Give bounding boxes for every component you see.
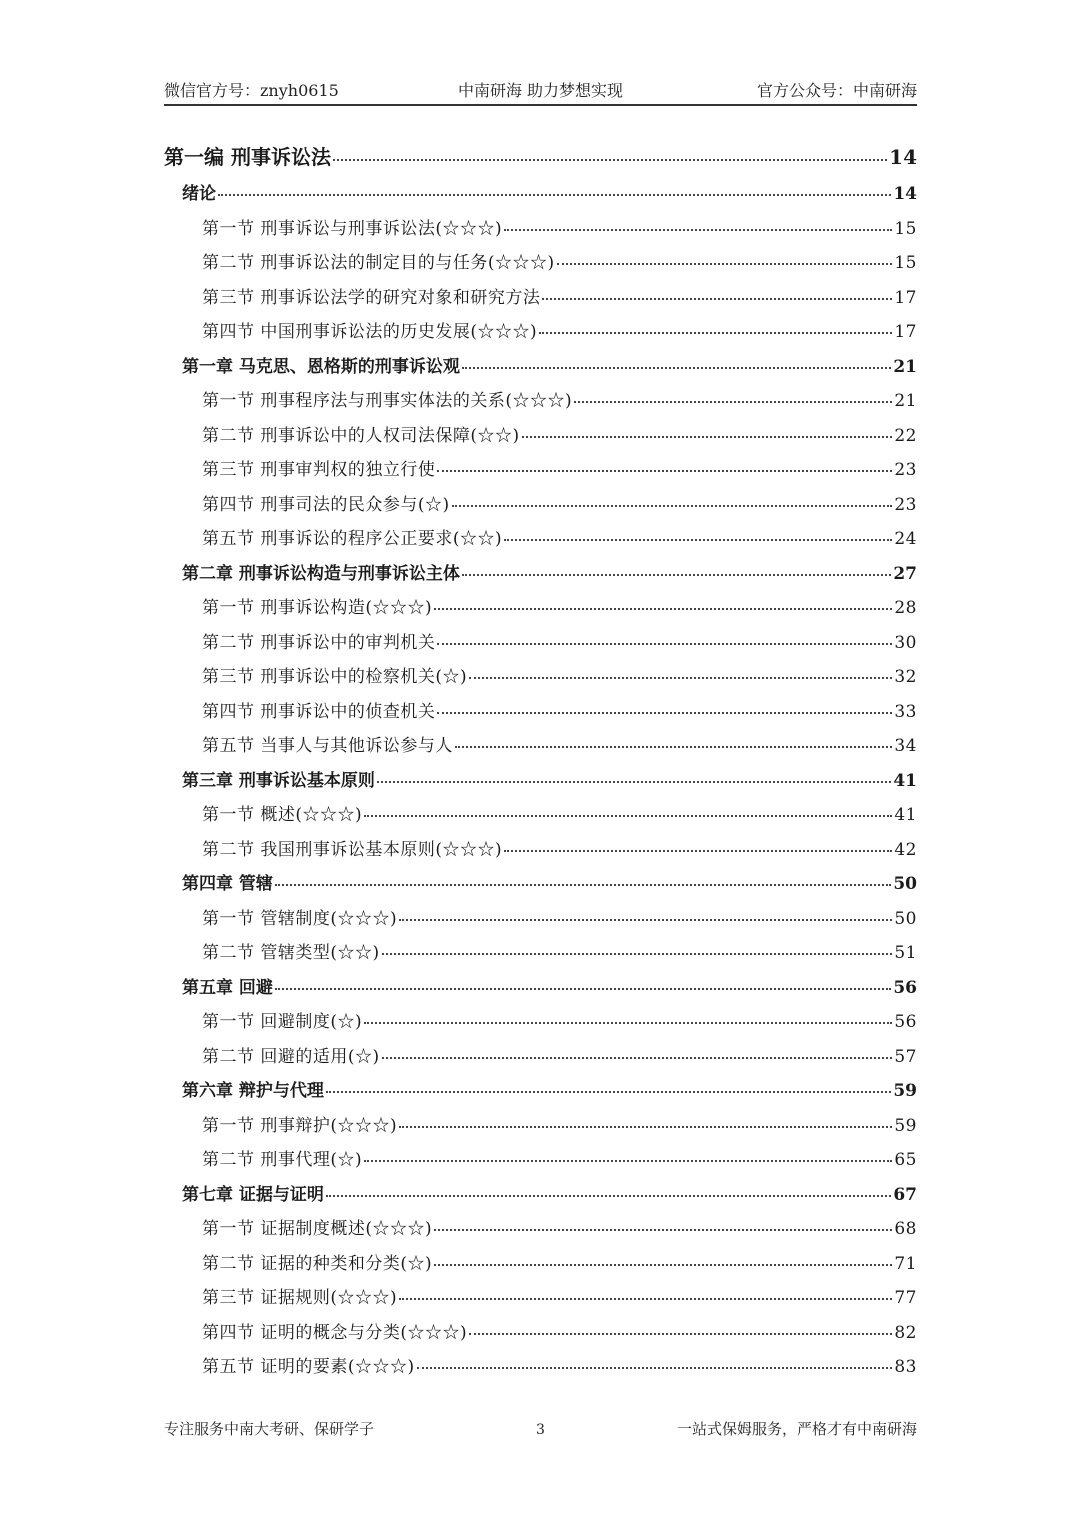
- toc-entry-label: 第四节 刑事诉讼中的侦查机关: [202, 701, 436, 722]
- toc-entry-label: 第三章 刑事诉讼基本原则: [182, 770, 375, 791]
- toc-dot-leader: [434, 608, 892, 610]
- toc-section-entry[interactable]: [164, 660, 917, 695]
- toc-dot-leader: [399, 1126, 892, 1128]
- toc-section-entry[interactable]: [164, 281, 917, 316]
- toc-section-entry[interactable]: [164, 798, 917, 833]
- toc-entry-label: 第三节 刑事诉讼法学的研究对象和研究方法: [202, 287, 541, 308]
- toc-section-entry[interactable]: [164, 833, 917, 868]
- toc-section-entry[interactable]: [164, 315, 917, 350]
- toc-entry-label: 第一节 回避制度(☆): [202, 1012, 363, 1032]
- toc-section-entry[interactable]: [164, 1247, 917, 1282]
- toc-entry-page: 83: [894, 1357, 917, 1377]
- toc-section-entry[interactable]: [164, 591, 917, 626]
- toc-entry-page: 41: [893, 770, 917, 791]
- toc-entry-label: 第二节 刑事诉讼法的制定目的与任务(☆☆☆): [202, 253, 555, 273]
- toc-dot-leader: [326, 1091, 891, 1093]
- toc-entry-label: 第二章 刑事诉讼构造与刑事诉讼主体: [182, 563, 460, 584]
- toc-entry-label: 第七章 证据与证明: [182, 1184, 324, 1205]
- toc-section-entry[interactable]: [164, 729, 917, 764]
- toc-chapter-entry[interactable]: [164, 350, 917, 385]
- header-slogan: 中南研海 助力梦想实现: [457, 81, 624, 100]
- toc-entry-label: 第一节 刑事诉讼与刑事诉讼法(☆☆☆): [202, 218, 503, 239]
- table-of-contents: [164, 137, 917, 1385]
- toc-entry-label: 第五节 证明的要素(☆☆☆): [202, 1357, 415, 1377]
- toc-dot-leader: [462, 574, 891, 576]
- toc-dot-leader: [275, 884, 891, 886]
- toc-section-entry[interactable]: [164, 902, 917, 937]
- toc-entry-page: 68: [894, 1219, 917, 1239]
- toc-dot-leader: [437, 712, 892, 714]
- toc-entry-page: 30: [894, 632, 917, 653]
- toc-entry-label: 第四章 管辖: [182, 874, 273, 894]
- toc-section-entry[interactable]: [164, 246, 917, 281]
- toc-chapter-entry[interactable]: [164, 867, 917, 902]
- toc-entry-label: 第一节 刑事程序法与刑事实体法的关系(☆☆☆): [202, 391, 573, 411]
- toc-entry-page: 28: [894, 598, 917, 618]
- toc-entry-label: 绪论: [182, 184, 216, 204]
- toc-entry-label: 第五节 当事人与其他诉讼参与人: [202, 736, 453, 756]
- toc-dot-leader: [364, 1022, 892, 1024]
- toc-dot-leader: [452, 505, 893, 507]
- toc-section-entry[interactable]: [164, 384, 917, 419]
- toc-dot-leader: [434, 1264, 892, 1266]
- toc-entry-page: 23: [894, 494, 917, 515]
- toc-chapter-entry[interactable]: [164, 1178, 917, 1213]
- toc-entry-label: 第一章 马克思、恩格斯的刑事诉讼观: [182, 356, 460, 377]
- toc-entry-page: 22: [894, 425, 917, 446]
- toc-entry-label: 第三节 刑事审判权的独立行使: [202, 460, 436, 480]
- toc-entry-label: 第一编 刑事诉讼法: [164, 145, 331, 169]
- toc-dot-leader: [437, 643, 892, 645]
- toc-entry-page: 59: [894, 1115, 917, 1136]
- toc-entry-page: 17: [894, 322, 917, 342]
- toc-section-entry[interactable]: [164, 1281, 917, 1316]
- toc-entry-page: 17: [894, 287, 917, 308]
- toc-entry-label: 第一节 刑事诉讼构造(☆☆☆): [202, 598, 433, 618]
- footer-right-text: 一站式保姆服务，严格才有中南研海: [676, 1420, 917, 1438]
- toc-entry-label: 第一节 概述(☆☆☆): [202, 805, 363, 825]
- toc-entry-label: 第二节 管辖类型(☆☆): [202, 943, 380, 963]
- toc-entry-page: 14: [893, 184, 917, 204]
- toc-entry-page: 59: [893, 1081, 917, 1101]
- toc-entry-page: 23: [894, 460, 917, 480]
- toc-dot-leader: [469, 677, 892, 679]
- toc-dot-leader: [522, 436, 893, 438]
- toc-entry-page: 50: [894, 908, 917, 929]
- toc-dot-leader: [417, 1367, 893, 1369]
- toc-section-entry[interactable]: [164, 1316, 917, 1351]
- toc-entry-page: 50: [893, 874, 917, 894]
- toc-chapter-entry[interactable]: [164, 177, 917, 212]
- toc-section-entry[interactable]: [164, 212, 917, 247]
- page-number: 3: [536, 1422, 545, 1438]
- header-wechat-id: 微信官方号：znyh0615: [164, 81, 339, 100]
- toc-entry-page: 42: [894, 839, 917, 860]
- toc-entry-label: 第四节 中国刑事诉讼法的历史发展(☆☆☆): [202, 322, 538, 342]
- toc-entry-page: 14: [889, 145, 917, 169]
- toc-entry-label: 第一节 证据制度概述(☆☆☆): [202, 1219, 433, 1239]
- toc-entry-label: 第四节 刑事司法的民众参与(☆): [202, 494, 450, 515]
- toc-dot-leader: [504, 229, 892, 231]
- toc-entry-page: 34: [894, 736, 917, 756]
- toc-entry-label: 第六章 辩护与代理: [182, 1081, 324, 1101]
- toc-section-entry[interactable]: [164, 936, 917, 971]
- page-footer: [164, 1418, 917, 1442]
- toc-entry-page: 21: [893, 356, 917, 377]
- toc-dot-leader: [504, 539, 892, 541]
- toc-part-entry[interactable]: [164, 137, 917, 177]
- toc-section-entry[interactable]: [164, 522, 917, 557]
- toc-entry-label: 第一节 管辖制度(☆☆☆): [202, 908, 398, 929]
- toc-entry-label: 第三节 刑事诉讼中的检察机关(☆): [202, 667, 468, 687]
- toc-entry-label: 第四节 证明的概念与分类(☆☆☆): [202, 1322, 468, 1343]
- toc-chapter-entry[interactable]: [164, 557, 917, 592]
- toc-entry-page: 51: [894, 943, 917, 963]
- toc-entry-page: 67: [893, 1184, 917, 1205]
- toc-entry-label: 第五章 回避: [182, 977, 273, 998]
- page-header: [164, 74, 917, 106]
- toc-entry-label: 第二节 我国刑事诉讼基本原则(☆☆☆): [202, 839, 503, 860]
- toc-dot-leader: [364, 815, 892, 817]
- toc-entry-page: 27: [893, 563, 917, 584]
- toc-dot-leader: [469, 1333, 892, 1335]
- toc-dot-leader: [574, 401, 892, 403]
- toc-entry-label: 第一节 刑事辩护(☆☆☆): [202, 1115, 398, 1136]
- toc-section-entry[interactable]: [164, 1350, 917, 1385]
- toc-dot-leader: [382, 953, 893, 955]
- toc-entry-page: 24: [894, 529, 917, 549]
- toc-dot-leader: [539, 332, 892, 334]
- toc-entry-label: 第三节 证据规则(☆☆☆): [202, 1288, 398, 1308]
- toc-section-entry[interactable]: [164, 419, 917, 454]
- toc-dot-leader: [377, 781, 891, 783]
- toc-section-entry[interactable]: [164, 1109, 917, 1144]
- toc-entry-page: 15: [894, 253, 917, 273]
- toc-dot-leader: [399, 1298, 892, 1300]
- toc-entry-page: 33: [894, 701, 917, 722]
- toc-dot-leader: [504, 850, 892, 852]
- toc-entry-page: 56: [893, 977, 917, 998]
- toc-dot-leader: [399, 919, 892, 921]
- toc-dot-leader: [382, 1057, 893, 1059]
- toc-dot-leader: [437, 470, 892, 472]
- toc-entry-page: 56: [894, 1012, 917, 1032]
- toc-entry-label: 第二节 刑事诉讼中的审判机关: [202, 632, 436, 653]
- toc-entry-label: 第二节 刑事代理(☆): [202, 1150, 363, 1170]
- toc-section-entry[interactable]: [164, 626, 917, 661]
- toc-dot-leader: [462, 367, 891, 369]
- toc-entry-page: 57: [894, 1046, 917, 1067]
- toc-entry-label: 第二节 刑事诉讼中的人权司法保障(☆☆): [202, 425, 520, 446]
- toc-dot-leader: [326, 1195, 891, 1197]
- toc-section-entry[interactable]: [164, 488, 917, 523]
- toc-section-entry[interactable]: [164, 1040, 917, 1075]
- toc-entry-page: 71: [894, 1253, 917, 1274]
- toc-entry-page: 82: [894, 1322, 917, 1343]
- toc-dot-leader: [218, 194, 891, 196]
- toc-entry-page: 32: [894, 667, 917, 687]
- header-official-account: 官方公众号：中南研海: [756, 81, 917, 100]
- toc-entry-page: 21: [894, 391, 917, 411]
- toc-section-entry[interactable]: [164, 695, 917, 730]
- toc-dot-leader: [557, 263, 893, 265]
- toc-entry-page: 65: [894, 1150, 917, 1170]
- toc-dot-leader: [455, 746, 892, 748]
- toc-dot-leader: [364, 1160, 892, 1162]
- toc-entry-page: 41: [894, 805, 917, 825]
- footer-left-text: 专注服务中南大考研、保研学子: [164, 1420, 375, 1438]
- toc-section-entry[interactable]: [164, 1005, 917, 1040]
- toc-dot-leader: [434, 1229, 892, 1231]
- toc-chapter-entry[interactable]: [164, 1074, 917, 1109]
- toc-entry-page: 15: [894, 218, 917, 239]
- toc-dot-leader: [542, 298, 892, 300]
- toc-section-entry[interactable]: [164, 1143, 917, 1178]
- toc-dot-leader: [333, 159, 887, 161]
- toc-dot-leader: [275, 988, 891, 990]
- toc-entry-label: 第二节 回避的适用(☆): [202, 1046, 380, 1067]
- toc-chapter-entry[interactable]: [164, 764, 917, 799]
- toc-section-entry[interactable]: [164, 453, 917, 488]
- toc-chapter-entry[interactable]: [164, 971, 917, 1006]
- toc-entry-label: 第二节 证据的种类和分类(☆): [202, 1253, 433, 1274]
- toc-section-entry[interactable]: [164, 1212, 917, 1247]
- toc-entry-page: 77: [894, 1288, 917, 1308]
- toc-entry-label: 第五节 刑事诉讼的程序公正要求(☆☆): [202, 529, 503, 549]
